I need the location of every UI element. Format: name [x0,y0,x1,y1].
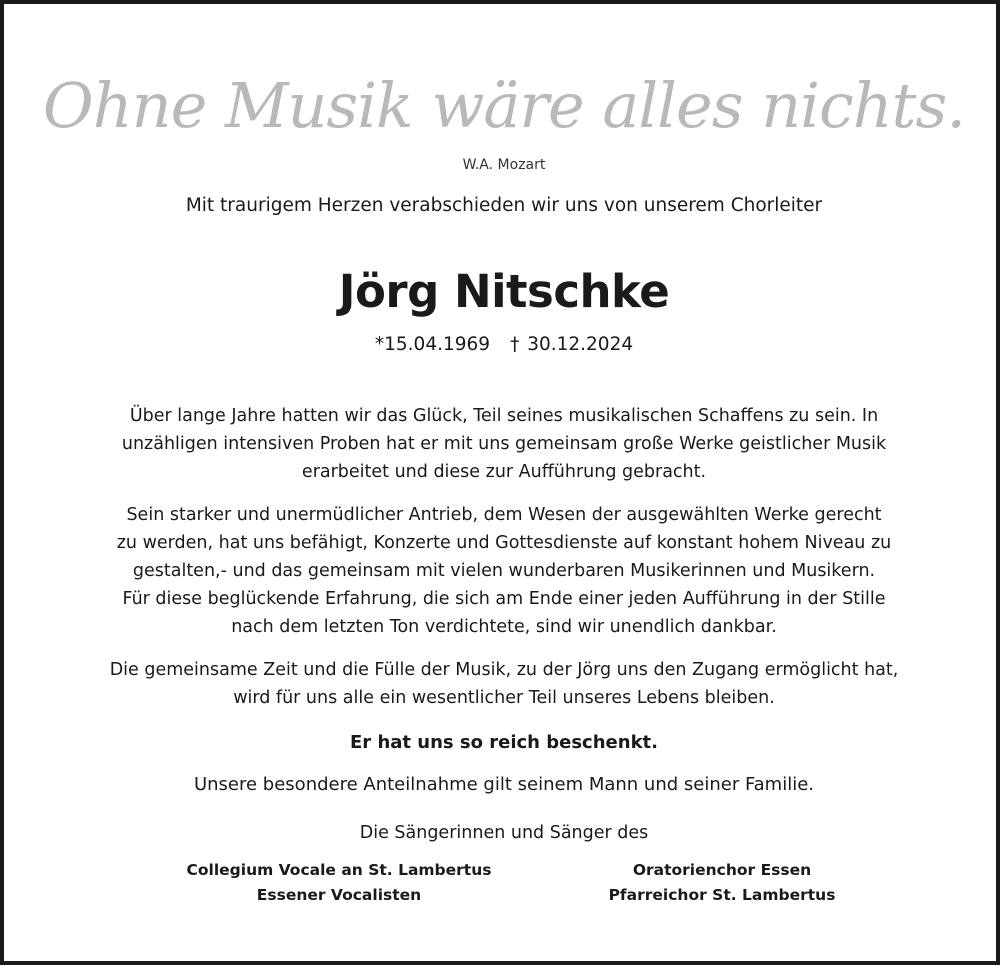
paragraph-3 [64,656,944,712]
choir-name: Oratorienchor Essen [632,861,812,879]
signoff-line: Die Sängerinnen und Sänger des [359,823,649,843]
paragraph-line: Sein starker und unermüdlicher Antrieb, dem Wesen der ausgewählten Werke gerecht [126,505,882,525]
paragraph-line: erarbeitet und diese zur Aufführung gebracht. [301,462,707,482]
paragraph-1 [64,402,944,486]
paragraph-line: unzähligen intensiven Proben hat er mit uns gemeinsam große Werke geistlicher Musik [121,434,887,454]
paragraph-line: nach dem letzten Ton verdichtete, sind wir unendlich dankbar. [231,617,777,637]
motto-author: W.A. Mozart [462,157,546,173]
choir-name: Collegium Vocale an St. Lambertus [186,861,492,879]
birth-date: *15.04.1969 [374,334,491,355]
motto-quote: Ohne Musik wäre alles nichts. [42,69,966,142]
life-dates [4,332,1000,358]
choir-name: Essener Vocalisten [256,886,422,904]
deceased-name: Jörg Nitschke [338,265,670,318]
paragraph-line: gestalten,- und das gemeinsam mit vielen wunderbaren Musikerinnen und Musikern. [132,561,876,581]
emphasis-line: Er hat uns so reich beschenkt. [350,732,658,753]
condolence-line: Unsere besondere Anteilnahme gilt seinem Mann und seiner Familie. [193,774,815,795]
paragraph-line: Die gemeinsame Zeit und die Fülle der Musik, zu der Jörg uns den Zugang ermöglicht hat, [109,660,899,680]
death-date: † 30.12.2024 [510,334,634,355]
choir-name: Pfarreichor St. Lambertus [608,886,836,904]
paragraph-2 [64,501,944,641]
choirs-right [552,858,892,908]
choirs-left [169,858,509,908]
paragraph-line: Über lange Jahre hatten wir das Glück, Teil seines musikalischen Schaffens zu sein. In [129,406,879,426]
paragraph-line: Für diese beglückende Erfahrung, die sich am Ende einer jeden Aufführung in der Stille [122,589,886,609]
paragraph-line: zu werden, hat uns befähigt, Konzerte und Gottesdienste auf konstant hohem Niveau zu [116,533,892,553]
intro-text: Mit traurigem Herzen verabschieden wir uns von unserem Chorleiter [185,195,823,216]
paragraph-line: wird für uns alle ein wesentlicher Teil unseres Lebens bleiben. [233,688,775,708]
